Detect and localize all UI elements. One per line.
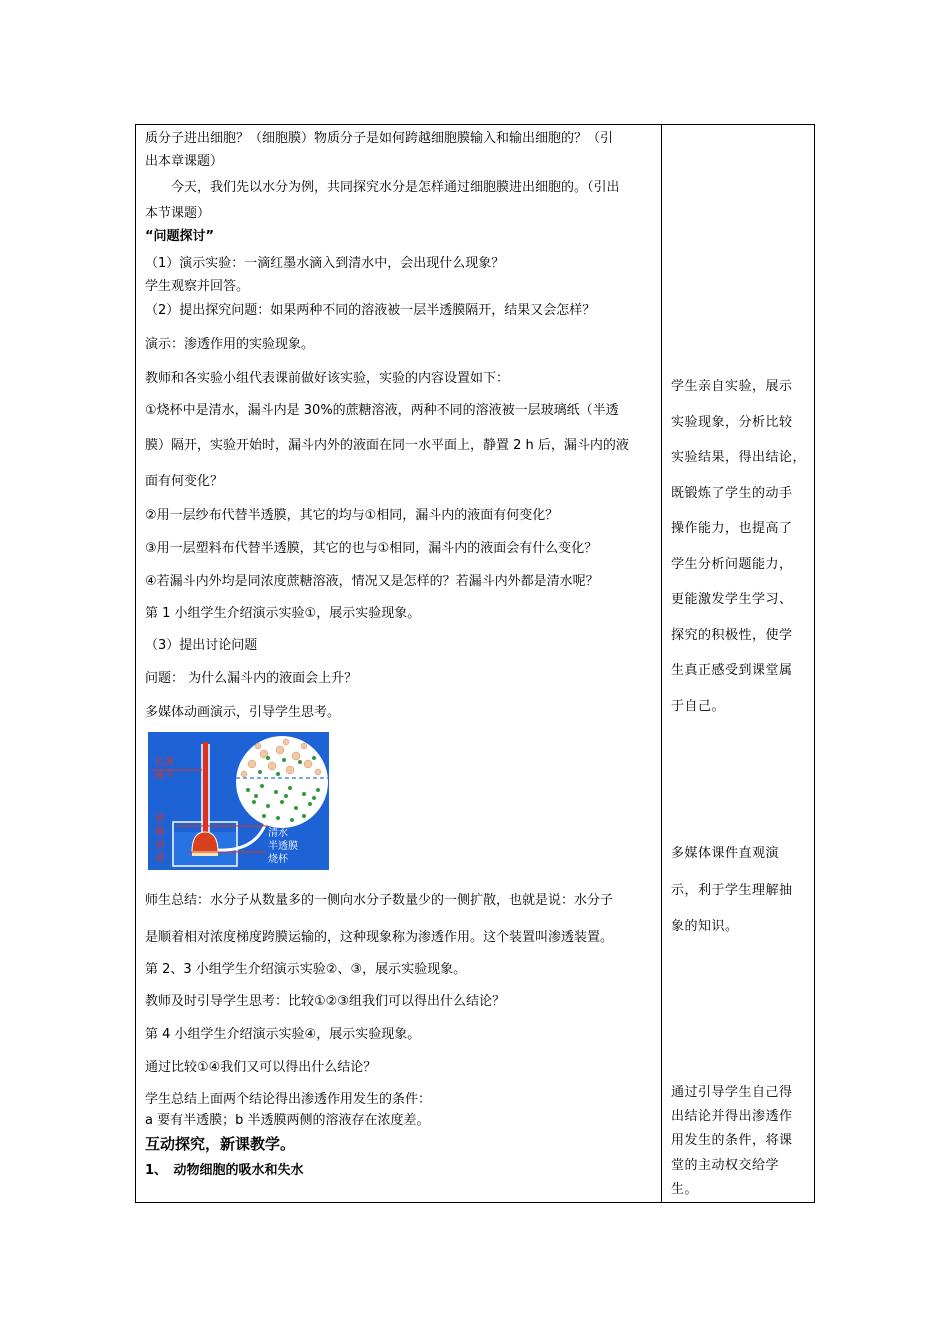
note-line: 学生亲自实验，展示 bbox=[671, 379, 793, 394]
label-beaker: 烧杯 bbox=[268, 854, 288, 865]
lesson-table bbox=[135, 124, 815, 1203]
text-line: 膜）隔开，实验开始时，漏斗内外的液面在同一水平面上，静置 2 h 后，漏斗内的液 bbox=[145, 438, 629, 453]
text-line: （1）演示实验：一滴红墨水滴入到清水中，会出现什么现象？ bbox=[145, 256, 505, 271]
note-line: 操作能力，也提高了 bbox=[671, 521, 793, 536]
note-line: 示，利于学生理解抽 bbox=[671, 883, 793, 898]
label-sucrose-1: 蔗 bbox=[155, 814, 165, 825]
label-membrane: 半透膜 bbox=[268, 841, 298, 852]
label-funnel-2: 漏斗 bbox=[154, 770, 174, 781]
label-water: 清水 bbox=[268, 828, 288, 839]
text-line: 今天，我们先以水分为例，共同探究水分是怎样通过细胞膜进出细胞的。（引出 bbox=[145, 180, 620, 195]
text-line: ②用一层纱布代替半透膜，其它的均与①相同，漏斗内的液面有何变化？ bbox=[145, 508, 559, 523]
text-line: 演示：渗透作用的实验现象。 bbox=[145, 337, 315, 352]
text-line: 第 1 小组学生介绍演示实验①，展示实验现象。 bbox=[145, 606, 421, 621]
text-line: （2）提出探究问题：如果两种不同的溶液被一层半透膜隔开，结果又会怎样？ bbox=[145, 303, 596, 318]
note-line: 堂的主动权交给学 bbox=[671, 1158, 780, 1173]
label-sucrose-3: 溶 bbox=[155, 840, 165, 851]
note-line: 探究的积极性，使学 bbox=[671, 628, 793, 643]
note-line: 更能激发学生学习、 bbox=[671, 592, 793, 607]
note-line: 用发生的条件，将课 bbox=[671, 1133, 793, 1148]
note-line: 学生分析问题能力， bbox=[671, 557, 793, 572]
note-line: 生真正感受到课堂属 bbox=[671, 663, 793, 678]
text-line: 第 4 小组学生介绍演示实验④，展示实验现象。 bbox=[145, 1027, 421, 1042]
osmosis-diagram bbox=[148, 732, 329, 870]
text-line: 多媒体动画演示，引导学生思考。 bbox=[145, 705, 341, 720]
section-heading: 互动探究，新课教学。 bbox=[145, 1135, 296, 1153]
text-line: ③用一层塑料布代替半透膜，其它的也与①相同，漏斗内的液面会有什么变化？ bbox=[145, 541, 598, 556]
label-sucrose-4: 液 bbox=[155, 853, 165, 864]
text-line: ④若漏斗内外均是同浓度蔗糖溶液，情况又是怎样的？若漏斗内外都是清水呢？ bbox=[145, 574, 599, 589]
text-line: （3）提出讨论问题 bbox=[145, 638, 258, 653]
note-line: 多媒体课件直观演 bbox=[671, 846, 780, 861]
text-line: 学生总结上面两个结论得出渗透作用发生的条件： bbox=[145, 1092, 432, 1107]
note-line: 出结论并得出渗透作 bbox=[671, 1109, 793, 1124]
note-line: 象的知识。 bbox=[671, 919, 739, 934]
note-line: 生。 bbox=[671, 1182, 699, 1197]
section-heading: “问题探讨” bbox=[145, 229, 215, 244]
text-line: 面有何变化？ bbox=[145, 474, 224, 489]
text-line: 通过比较①④我们又可以得出什么结论？ bbox=[145, 1060, 377, 1075]
note-line: 实验结果，得出结论， bbox=[671, 450, 807, 465]
subsection-heading: 1、 动物细胞的吸水和失水 bbox=[145, 1163, 304, 1178]
note-line: 既锻炼了学生的动手 bbox=[671, 486, 793, 501]
text-line: 是顺着相对浓度梯度跨膜运输的，这种现象称为渗透作用。这个装置叫渗透装置。 bbox=[145, 930, 614, 945]
text-line: a 要有半透膜；b 半透膜两侧的溶液存在浓度差。 bbox=[145, 1113, 430, 1128]
column-divider bbox=[661, 125, 662, 1202]
text-line: 学生观察并回答。 bbox=[145, 279, 250, 294]
text-line: 教师和各实验小组代表课前做好该实验，实验的内容设置如下： bbox=[145, 371, 510, 386]
text-line: ①烧杯中是清水，漏斗内是 30%的蔗糖溶液，两种不同的溶液被一层玻璃纸（半透 bbox=[145, 403, 619, 418]
note-line: 通过引导学生自己得 bbox=[671, 1085, 793, 1100]
note-line: 于自己。 bbox=[671, 699, 726, 714]
text-line: 教师及时引导学生思考：比较①②③组我们可以得出什么结论？ bbox=[145, 994, 505, 1009]
label-sucrose-2: 糖 bbox=[155, 827, 165, 838]
text-line: 质分子进出细胞？（细胞膜）物质分子是如何跨越细胞膜输入和输出细胞的？（引 bbox=[145, 131, 614, 146]
text-line: 出本章课题） bbox=[145, 154, 224, 169]
label-funnel-1: 长颈 bbox=[154, 757, 174, 768]
note-line: 实验现象，分析比较 bbox=[671, 415, 793, 430]
text-line: 师生总结：水分子从数量多的一侧向水分子数量少的一侧扩散，也就是说：水分子 bbox=[145, 893, 614, 908]
text-line: 第 2、3 小组学生介绍演示实验②、③，展示实验现象。 bbox=[145, 962, 467, 977]
text-line: 问题： 为什么漏斗内的液面会上升？ bbox=[145, 671, 358, 686]
text-line: 本节课题） bbox=[145, 206, 211, 221]
